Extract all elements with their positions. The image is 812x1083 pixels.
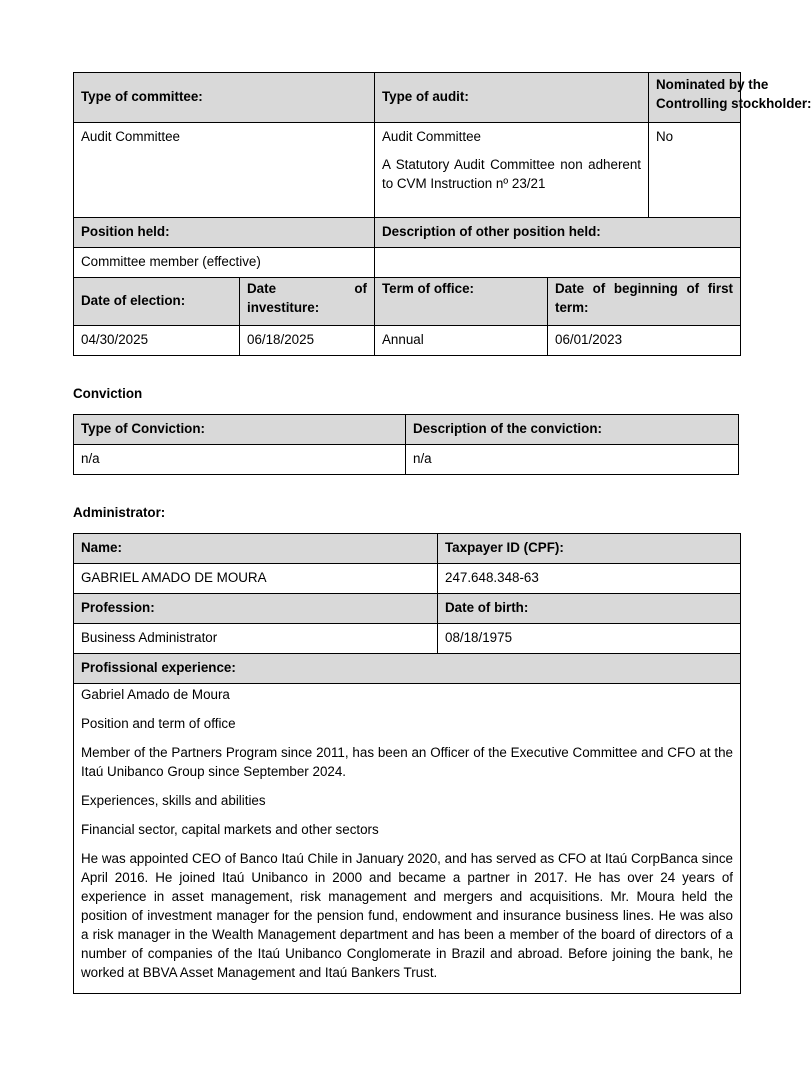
nominated-label <box>649 73 812 123</box>
cpf-label: Taxpayer ID (CPF): <box>438 534 741 564</box>
conviction-description-label: Description of the conviction: <box>406 415 739 445</box>
administrator-title: Administrator: <box>73 505 166 520</box>
date-of-election-label: Date of election: <box>74 278 240 326</box>
name-label: Name: <box>74 534 438 564</box>
conviction-type-label: Type of Conviction: <box>74 415 406 445</box>
date-of-investiture-label-line1: Date of <box>247 281 367 296</box>
experience-skills-heading: Experiences, skills and abilities <box>81 793 266 808</box>
date-first-term-label-line1: Date of beginning of first <box>555 281 733 296</box>
name-value: GABRIEL AMADO DE MOURA <box>74 564 438 594</box>
position-held-value: Committee member (effective) <box>74 248 375 278</box>
experience-position-text: Member of the Partners Program since 2011, has been an Officer of the Executive Committee and CFO at the Itaú Unibanco Group since September 2024. <box>81 745 733 779</box>
other-position-label: Description of other position held: <box>375 218 741 248</box>
nominated-value: No <box>649 123 741 220</box>
profession-value: Business Administrator <box>74 624 438 654</box>
cpf-value: 247.648.348-63 <box>438 564 741 594</box>
position-table <box>73 217 741 356</box>
type-of-audit-value-line2: A Statutory Audit Committee non adherent to CVM Instruction nº 23/21 <box>382 157 642 191</box>
date-of-investiture-value: 06/18/2025 <box>240 326 375 356</box>
experience-body <box>74 684 741 994</box>
administrator-table <box>73 533 741 994</box>
conviction-table <box>73 414 739 475</box>
nominated-label-line2: Controlling stockholder: <box>656 96 812 111</box>
date-first-term-label <box>548 278 741 326</box>
experience-name: Gabriel Amado de Moura <box>81 687 230 702</box>
experience-position-heading: Position and term of office <box>81 716 236 731</box>
experience-sectors: Financial sector, capital markets and other sectors <box>81 822 379 837</box>
date-of-investiture-label-line2: investiture: <box>247 300 320 315</box>
term-of-office-label: Term of office: <box>375 278 548 326</box>
profession-label: Profession: <box>74 594 438 624</box>
experience-label: Profissional experience: <box>74 654 741 684</box>
birth-label: Date of birth: <box>438 594 741 624</box>
type-of-audit-value-line1: Audit Committee <box>382 129 481 144</box>
conviction-type-value: n/a <box>74 445 406 475</box>
conviction-description-value: n/a <box>406 445 739 475</box>
other-position-value <box>375 248 741 278</box>
date-of-election-value: 04/30/2025 <box>74 326 240 356</box>
nominated-label-line1: Nominated by the <box>656 77 769 92</box>
date-first-term-label-line2: term: <box>555 300 589 315</box>
type-of-committee-label: Type of committee: <box>74 73 375 123</box>
date-of-investiture-label <box>240 278 375 326</box>
birth-value: 08/18/1975 <box>438 624 741 654</box>
type-of-committee-value: Audit Committee <box>74 123 375 220</box>
position-held-label: Position held: <box>74 218 375 248</box>
term-of-office-value: Annual <box>375 326 548 356</box>
experience-biography: He was appointed CEO of Banco Itaú Chile in January 2020, and has served as CFO at Itaú CorpBanca since April 2016. He joined Itaú Unibanco in 2000 and became a partner in 2017. He has over 24 years of experience in asset management, risk management and mergers and acquisitions. Mr. Moura held the position of investment manager for the pension fund, endowment and insurance business lines. He was also a risk manager in the Wealth Management department and has been a member of the board of directors of a number of companies of the Itaú Unibanco Conglomerate in Brazil and abroad. Before joining the bank, he worked at BBVA Asset Management and Itaú Bankers Trust. <box>81 851 733 980</box>
date-first-term-value: 06/01/2023 <box>548 326 741 356</box>
committee-table <box>73 72 812 220</box>
type-of-audit-value <box>375 123 649 220</box>
type-of-audit-label: Type of audit: <box>375 73 649 123</box>
conviction-title: Conviction <box>73 386 143 401</box>
